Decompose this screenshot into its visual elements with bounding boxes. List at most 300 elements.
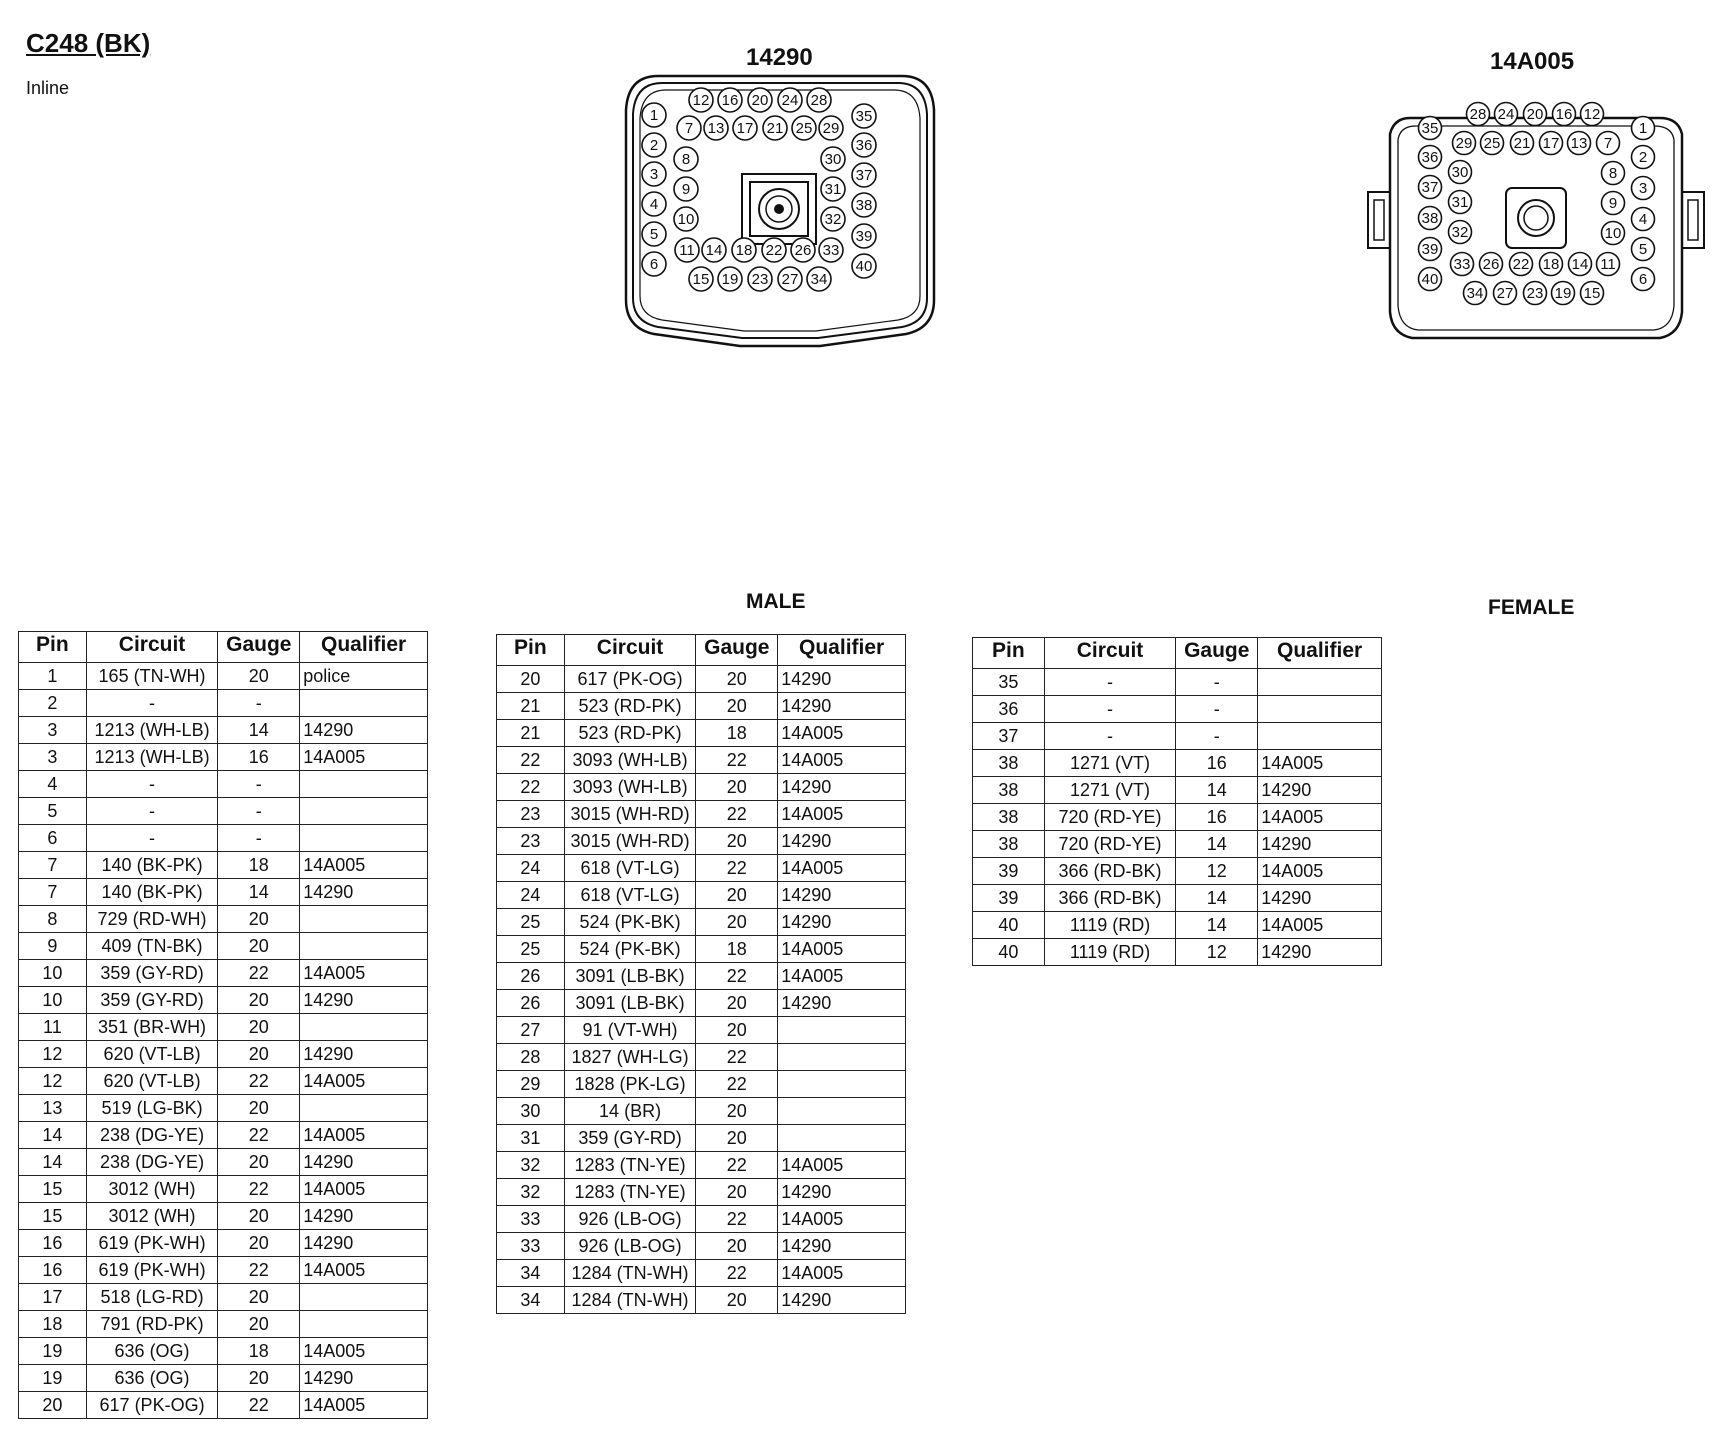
circuit-cell: 359 (GY-RD) (564, 1125, 696, 1152)
pin-cell: 35 (973, 669, 1045, 696)
pin-number: 29 (822, 120, 840, 137)
pin-30 (1449, 161, 1472, 184)
pin-number: 31 (824, 181, 842, 198)
qualifier-cell: 14290 (300, 717, 428, 744)
circuit-cell: 524 (PK-BK) (564, 909, 696, 936)
pin-7 (1597, 132, 1620, 155)
gauge-cell: 20 (218, 1095, 300, 1122)
table-row (497, 747, 906, 774)
qualifier-cell: 14A005 (300, 1122, 428, 1149)
circuit-cell: 617 (PK-OG) (86, 1392, 218, 1419)
pin-number: 12 (1583, 106, 1601, 123)
qualifier-cell: 14290 (300, 987, 428, 1014)
pin-number: 30 (824, 151, 842, 168)
pin-number: 32 (1451, 224, 1469, 241)
connector-subtitle: Inline (26, 78, 70, 98)
gauge-cell: 20 (218, 1311, 300, 1338)
pin-36 (1419, 146, 1442, 169)
pin-cell: 28 (497, 1044, 565, 1071)
pin-cell: 25 (497, 909, 565, 936)
pin-number: 40 (1421, 271, 1439, 288)
table-row (19, 1041, 428, 1068)
pin-number: 38 (855, 197, 873, 214)
pin-number: 1 (1638, 120, 1648, 137)
table-row (19, 1095, 428, 1122)
table-row (973, 939, 1382, 966)
table-row (497, 666, 906, 693)
gauge-cell: - (1176, 696, 1258, 723)
pin-number: 22 (765, 242, 783, 259)
male-label: MALE (746, 590, 806, 613)
qualifier-cell (300, 1014, 428, 1041)
table-row (497, 1044, 906, 1071)
gauge-cell: 18 (696, 720, 778, 747)
qualifier-cell: 14290 (1258, 777, 1382, 804)
pin-40 (1419, 268, 1442, 291)
gauge-cell: 22 (696, 963, 778, 990)
pin-1 (1632, 117, 1655, 140)
pin-cell: 11 (19, 1014, 87, 1041)
pin-number: 6 (1638, 271, 1648, 288)
pin-7 (677, 116, 701, 140)
pin-25 (1481, 132, 1504, 155)
gauge-cell: - (218, 690, 300, 717)
pin-number: 19 (721, 271, 739, 288)
pin-number: 21 (766, 120, 784, 137)
table-row (19, 960, 428, 987)
gauge-cell: 18 (696, 936, 778, 963)
circuit-cell: 720 (RD-YE) (1044, 804, 1176, 831)
gauge-cell: 20 (696, 990, 778, 1017)
table-row (973, 912, 1382, 939)
pin-number: 34 (810, 271, 828, 288)
pin-cell: 23 (497, 801, 565, 828)
qualifier-header: Qualifier (1258, 638, 1382, 669)
pinout-table-1 (18, 631, 428, 1419)
pin-number: 5 (649, 226, 659, 243)
pin-3 (1632, 177, 1655, 200)
pin-8 (1602, 162, 1625, 185)
pin-cell: 23 (497, 828, 565, 855)
gauge-cell: 20 (696, 882, 778, 909)
table-row (19, 1311, 428, 1338)
qualifier-cell: 14A005 (778, 855, 906, 882)
pin-cell: 3 (19, 717, 87, 744)
pin-header: Pin (973, 638, 1045, 669)
qualifier-cell: 14290 (300, 879, 428, 906)
pin-29 (819, 116, 843, 140)
pin-25 (792, 116, 816, 140)
table-row (497, 1098, 906, 1125)
qualifier-cell: 14290 (778, 666, 906, 693)
qualifier-cell: 14290 (778, 909, 906, 936)
gauge-cell: - (1176, 723, 1258, 750)
qualifier-cell (300, 771, 428, 798)
pin-38 (852, 193, 876, 217)
pin-number: 8 (1608, 165, 1618, 182)
gauge-header: Gauge (696, 635, 778, 666)
gauge-cell: - (218, 798, 300, 825)
qualifier-cell: 14290 (778, 1287, 906, 1314)
circuit-cell: 1283 (TN-YE) (564, 1152, 696, 1179)
table-row (19, 1257, 428, 1284)
pin-31 (821, 177, 845, 201)
qualifier-header: Qualifier (300, 632, 428, 663)
qualifier-cell (300, 1095, 428, 1122)
circuit-cell: 619 (PK-WH) (86, 1257, 218, 1284)
circuit-cell: 1119 (RD) (1044, 939, 1176, 966)
pin-number: 17 (736, 120, 754, 137)
table-row (19, 690, 428, 717)
circuit-cell: 729 (RD-WH) (86, 906, 218, 933)
pin-cell: 39 (973, 858, 1045, 885)
pin-number: 36 (1421, 149, 1439, 166)
circuit-cell: 91 (VT-WH) (564, 1017, 696, 1044)
qualifier-cell: 14A005 (778, 801, 906, 828)
table-row (497, 693, 906, 720)
connector-title: C248 (BK) (26, 28, 151, 58)
gauge-cell: 22 (696, 1260, 778, 1287)
pin-23 (1524, 282, 1547, 305)
pin-number: 2 (1638, 149, 1648, 166)
pin-number: 27 (1496, 285, 1514, 302)
pin-24 (778, 88, 802, 112)
table-row (19, 1149, 428, 1176)
qualifier-cell: 14A005 (778, 936, 906, 963)
gauge-cell: 20 (218, 933, 300, 960)
table-row (19, 852, 428, 879)
circuit-cell: 1271 (VT) (1044, 750, 1176, 777)
circuit-cell: 1283 (TN-YE) (564, 1179, 696, 1206)
pin-36 (852, 133, 876, 157)
pin-number: 24 (781, 92, 799, 109)
gauge-cell: - (218, 771, 300, 798)
pin-number: 11 (1600, 256, 1616, 273)
pin-19 (1552, 282, 1575, 305)
gauge-cell: 20 (696, 828, 778, 855)
table-row (19, 1122, 428, 1149)
pin-cell: 10 (19, 987, 87, 1014)
circuit-cell: - (1044, 696, 1176, 723)
gauge-cell: 22 (696, 1206, 778, 1233)
qualifier-cell: 14A005 (300, 1257, 428, 1284)
pin-cell: 27 (497, 1017, 565, 1044)
pin-cell: 38 (973, 804, 1045, 831)
table-row (19, 1176, 428, 1203)
table-row (497, 1260, 906, 1287)
gauge-cell: - (1176, 669, 1258, 696)
pin-number: 20 (751, 92, 769, 109)
pin-15 (1581, 282, 1604, 305)
table-row (497, 1017, 906, 1044)
circuit-cell: 238 (DG-YE) (86, 1122, 218, 1149)
table-row (973, 723, 1382, 750)
pin-number: 35 (855, 108, 873, 125)
circuit-cell: 140 (BK-PK) (86, 852, 218, 879)
gauge-cell: 20 (218, 1014, 300, 1041)
pin-number: 23 (751, 271, 769, 288)
pin-21 (763, 116, 787, 140)
pin-number: 28 (810, 92, 828, 109)
pin-cell: 40 (973, 939, 1045, 966)
pin-28 (1467, 103, 1490, 126)
qualifier-cell: 14A005 (778, 747, 906, 774)
pin-number: 31 (1451, 194, 1469, 211)
pin-number: 20 (1526, 106, 1544, 123)
gauge-cell: - (218, 825, 300, 852)
pin-number: 33 (1453, 256, 1471, 273)
circuit-cell: - (1044, 723, 1176, 750)
pin-cell: 19 (19, 1365, 87, 1392)
circuit-header: Circuit (86, 632, 218, 663)
qualifier-cell: 14A005 (1258, 858, 1382, 885)
circuit-cell: - (86, 690, 218, 717)
table-row (497, 1152, 906, 1179)
qualifier-cell: 14290 (1258, 831, 1382, 858)
pin-cell: 7 (19, 879, 87, 906)
pin-cell: 29 (497, 1071, 565, 1098)
pin-39 (1419, 238, 1442, 261)
pin-17 (733, 116, 757, 140)
circuit-cell: 617 (PK-OG) (564, 666, 696, 693)
pin-21 (1511, 132, 1534, 155)
qualifier-cell (778, 1098, 906, 1125)
circuit-cell: 1271 (VT) (1044, 777, 1176, 804)
table-row (19, 1284, 428, 1311)
pin-35 (852, 104, 876, 128)
qualifier-cell (300, 798, 428, 825)
pin-cell: 37 (973, 723, 1045, 750)
circuit-cell: 791 (RD-PK) (86, 1311, 218, 1338)
male-connector-diagram (620, 70, 940, 350)
circuit-cell: 518 (LG-RD) (86, 1284, 218, 1311)
pin-cell: 34 (497, 1260, 565, 1287)
pin-12 (689, 88, 713, 112)
female-connector-label: 14A005 (1490, 48, 1575, 75)
circuit-cell: 524 (PK-BK) (564, 936, 696, 963)
circuit-cell: 618 (VT-LG) (564, 855, 696, 882)
qualifier-cell (1258, 696, 1382, 723)
pin-number: 25 (795, 120, 813, 137)
circuit-cell: 3015 (WH-RD) (564, 828, 696, 855)
table-row (497, 774, 906, 801)
gauge-cell: 22 (696, 1071, 778, 1098)
circuit-cell: 359 (GY-RD) (86, 960, 218, 987)
pin-number: 1 (649, 107, 659, 124)
qualifier-cell: 14A005 (300, 1338, 428, 1365)
pin-number: 6 (649, 256, 659, 273)
pin-cell: 34 (497, 1287, 565, 1314)
qualifier-cell: 14A005 (778, 963, 906, 990)
gauge-cell: 20 (218, 1149, 300, 1176)
table-row (19, 1203, 428, 1230)
circuit-cell: 366 (RD-BK) (1044, 858, 1176, 885)
pin-27 (778, 267, 802, 291)
pin-28 (807, 88, 831, 112)
pin-cell: 19 (19, 1338, 87, 1365)
pin-cell: 36 (973, 696, 1045, 723)
circuit-cell: 351 (BR-WH) (86, 1014, 218, 1041)
qualifier-cell: 14A005 (1258, 750, 1382, 777)
qualifier-cell: 14290 (1258, 939, 1382, 966)
pin-number: 4 (1638, 211, 1648, 228)
pin-35 (1419, 117, 1442, 140)
table-row (497, 1287, 906, 1314)
circuit-cell: 165 (TN-WH) (86, 663, 218, 690)
pin-20 (748, 88, 772, 112)
table-row (497, 855, 906, 882)
pin-number: 30 (1451, 164, 1469, 181)
circuit-cell: 1213 (WH-LB) (86, 744, 218, 771)
pin-14 (1569, 253, 1592, 276)
pin-cell: 3 (19, 744, 87, 771)
table-row (19, 906, 428, 933)
pin-number: 37 (855, 167, 873, 184)
qualifier-cell: 14290 (300, 1041, 428, 1068)
pin-4 (642, 192, 666, 216)
circuit-cell: 3091 (LB-BK) (564, 963, 696, 990)
pin-13 (1568, 132, 1591, 155)
circuit-cell: 238 (DG-YE) (86, 1149, 218, 1176)
gauge-cell: 16 (1176, 804, 1258, 831)
female-connector-diagram (1360, 100, 1710, 350)
pin-cell: 15 (19, 1203, 87, 1230)
qualifier-cell: 14A005 (300, 1176, 428, 1203)
circuit-header: Circuit (564, 635, 696, 666)
pin-number: 7 (684, 120, 694, 137)
qualifier-cell: 14290 (778, 693, 906, 720)
pin-number: 17 (1542, 135, 1560, 152)
qualifier-cell: 14290 (778, 1233, 906, 1260)
pin-number: 40 (855, 258, 873, 275)
pin-12 (1581, 103, 1604, 126)
gauge-cell: 14 (218, 717, 300, 744)
pin-17 (1540, 132, 1563, 155)
gauge-cell: 22 (696, 1044, 778, 1071)
pin-number: 24 (1497, 106, 1515, 123)
pin-number: 35 (1421, 120, 1439, 137)
pin-number: 3 (649, 166, 659, 183)
gauge-cell: 14 (1176, 912, 1258, 939)
pin-11 (1597, 253, 1620, 276)
circuit-cell: 519 (LG-BK) (86, 1095, 218, 1122)
pin-number: 22 (1512, 256, 1530, 273)
pin-18 (732, 238, 756, 262)
pin-18 (1540, 253, 1563, 276)
pin-cell: 18 (19, 1311, 87, 1338)
qualifier-cell: 14290 (778, 882, 906, 909)
qualifier-cell: 14290 (300, 1203, 428, 1230)
pin-cell: 5 (19, 798, 87, 825)
gauge-cell: 20 (696, 1233, 778, 1260)
pinout-table-3 (972, 637, 1382, 966)
qualifier-cell: 14A005 (1258, 804, 1382, 831)
table-row (497, 1233, 906, 1260)
circuit-cell: 3012 (WH) (86, 1203, 218, 1230)
pin-cell: 25 (497, 936, 565, 963)
pin-3 (642, 162, 666, 186)
table-row (973, 696, 1382, 723)
pin-13 (704, 116, 728, 140)
circuit-cell: 140 (BK-PK) (86, 879, 218, 906)
circuit-cell: 523 (RD-PK) (564, 693, 696, 720)
qualifier-cell: police (300, 663, 428, 690)
gauge-cell: 20 (218, 987, 300, 1014)
pin-cell: 26 (497, 963, 565, 990)
pin-number: 15 (1583, 285, 1601, 302)
gauge-cell: 20 (218, 1365, 300, 1392)
circuit-cell: 1827 (WH-LG) (564, 1044, 696, 1071)
pin-5 (1632, 238, 1655, 261)
gauge-cell: 22 (218, 960, 300, 987)
circuit-cell: 366 (RD-BK) (1044, 885, 1176, 912)
qualifier-cell: 14A005 (300, 1392, 428, 1419)
pin-number: 33 (822, 242, 840, 259)
circuit-cell: 636 (OG) (86, 1338, 218, 1365)
pin-23 (748, 267, 772, 291)
pin-cell: 14 (19, 1149, 87, 1176)
pin-number: 4 (649, 196, 659, 213)
circuit-cell: 14 (BR) (564, 1098, 696, 1125)
table-row (497, 1206, 906, 1233)
pin-cell: 7 (19, 852, 87, 879)
gauge-cell: 22 (696, 747, 778, 774)
pin-6 (1632, 268, 1655, 291)
pin-38 (1419, 207, 1442, 230)
circuit-cell: 620 (VT-LB) (86, 1068, 218, 1095)
pin-6 (642, 252, 666, 276)
qualifier-cell: 14A005 (300, 744, 428, 771)
table-row (497, 936, 906, 963)
qualifier-header: Qualifier (778, 635, 906, 666)
gauge-cell: 14 (1176, 831, 1258, 858)
pin-27 (1494, 282, 1517, 305)
pin-cell: 16 (19, 1257, 87, 1284)
pin-number: 19 (1554, 285, 1572, 302)
pin-8 (674, 147, 698, 171)
pin-cell: 22 (497, 747, 565, 774)
pin-number: 10 (1604, 225, 1622, 242)
gauge-cell: 20 (696, 666, 778, 693)
circuit-cell: 926 (LB-OG) (564, 1206, 696, 1233)
pin-cell: 15 (19, 1176, 87, 1203)
gauge-cell: 20 (696, 693, 778, 720)
pin-number: 18 (735, 242, 753, 259)
circuit-cell: 618 (VT-LG) (564, 882, 696, 909)
table-row (973, 669, 1382, 696)
qualifier-cell: 14A005 (1258, 912, 1382, 939)
pin-number: 12 (692, 92, 710, 109)
pin-number: 23 (1526, 285, 1544, 302)
gauge-cell: 20 (696, 1125, 778, 1152)
qualifier-cell (778, 1017, 906, 1044)
table-row (497, 1179, 906, 1206)
gauge-cell: 14 (1176, 885, 1258, 912)
qualifier-cell (1258, 669, 1382, 696)
pin-11 (675, 238, 699, 262)
table-row (497, 801, 906, 828)
qualifier-cell: 14290 (300, 1365, 428, 1392)
pin-30 (821, 147, 845, 171)
table-row (19, 1014, 428, 1041)
pin-number: 11 (679, 242, 695, 259)
table-row (19, 798, 428, 825)
pin-37 (1419, 176, 1442, 199)
pin-number: 26 (794, 242, 812, 259)
pin-number: 3 (1638, 180, 1648, 197)
gauge-cell: 20 (696, 1098, 778, 1125)
qualifier-cell (778, 1044, 906, 1071)
